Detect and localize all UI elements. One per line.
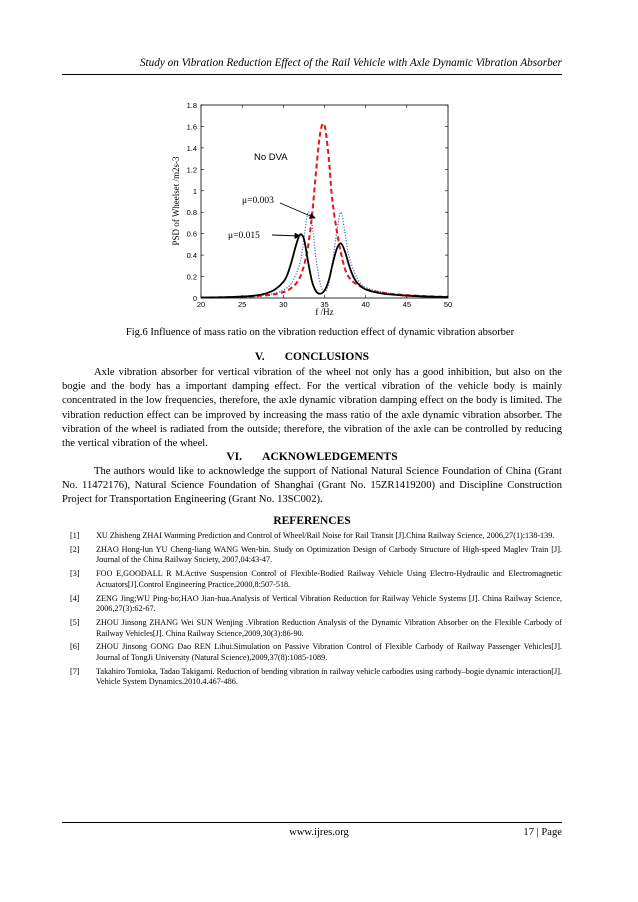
annotation-mu-0015: μ=0.015: [228, 231, 260, 241]
x-tick-label: 25: [237, 300, 247, 309]
y-tick-label: 0: [192, 294, 197, 303]
annotation-mu-0003: μ=0.003: [242, 196, 274, 206]
y-tick-label: 0.4: [186, 251, 197, 261]
header-rule: [62, 74, 562, 75]
series-line-mu_0003: [201, 212, 448, 298]
y-tick-label: 0.6: [186, 229, 197, 239]
acknowledgements-text: The authors would like to acknowledge the support of National Natural Science Foundation of China (Grant No. 11472176), Natural Science Foundation of Shanghai (Grant No. 15ZR1419200) and Discipline Construction Project for Transportation Engineering (Grant No. 13SC002).: [62, 466, 562, 506]
y-tick-label: 1.6: [186, 122, 197, 132]
series-line-mu_0015: [201, 234, 448, 297]
y-tick-label: 1: [192, 186, 197, 196]
y-tick-label: 1.8: [186, 101, 197, 110]
y-axis-label: PSD of Wheelset /m2s-3: [171, 156, 181, 246]
x-tick-label: 20: [196, 300, 206, 309]
x-tick-label: 35: [320, 300, 329, 309]
reference-item: [1] XU Zhisheng ZHAI Wanming Prediction and Control of Wheel/Rail Noise for Rail Transit [J].China Railway Science, 2006,27(1):138-139.: [70, 531, 555, 540]
y-tick-label: 0.8: [186, 208, 197, 218]
y-tick-label: 0.2: [186, 272, 197, 282]
arrow-mu-0003: [280, 203, 315, 218]
y-tick-label: 1.4: [186, 143, 197, 153]
x-tick-label: 40: [361, 300, 370, 309]
footer-rule: [62, 822, 562, 823]
conclusions-heading: V. CONCLUSIONS: [254, 351, 370, 363]
plot-frame: [201, 105, 448, 298]
reference-item: [5] ZHOU Jinsong ZHANG Wei SUN Wenjing .Vibration Reduction Analysis of the Dynamic Vibration Absorber on the Flexible Carbody of Railway Vehicles[J]. China Railway Science,2009,30(3):86-90.: [70, 617, 562, 638]
y-tick-label: 1.2: [186, 165, 197, 175]
reference-item: [3] FOO E,GOODALL R M.Active Suspension Control of Flexible-Bodied Railway Vehicle Using Electro-Hydraulic and Electromagnetic Actuators[J].Control Engineering Practice,2000,8:507-518.: [70, 569, 562, 589]
reference-item: [4] ZENG Jing;WU Ping-bo;HAO Jian-hua.Analysis of Vertical Vibration Reduction for Railway Vehicle Systems [J]. China Railway Science, 2006,27(3):62-67.: [70, 593, 562, 614]
references-heading: REFERENCES: [273, 515, 351, 527]
x-tick-label: 50: [443, 300, 453, 309]
annotation-no-dva: No DVA: [254, 152, 288, 163]
x-tick-label: 30: [279, 300, 288, 309]
running-header: Study on Vibration Reduction Effect of the Rail Vehicle with Axle Dynamic Vibration Absorber: [139, 57, 562, 69]
series-line-no_dva: [201, 124, 448, 298]
acknowledgements-heading: VI. ACKNOWLEDGEMENTS: [226, 451, 398, 463]
footer-url: www.ijres.org: [289, 827, 349, 838]
page-number: 17 | Page: [523, 827, 562, 838]
conclusions-text: Axle vibration absorber for vertical vibration of the wheel not only has a good inhibition, but also on the bogie and the body has a important damping effect. For the vertical vibration of the vehicle body is mainly concentrated in the low frequencies, therefore, the axle dynamic vibration damping effect on the body is limited. The vibration reduction effect can be improved by increasing the mass ratio of the axle dynamic vibration absorber. The vibration of the wheel is radiated from the outside; therefore, the vibration of the axle can be controlled by reducing the vertical vibration of the wheel.: [62, 367, 562, 450]
x-axis-label: f /Hz: [315, 307, 334, 317]
reference-item: [6] ZHOU Jinsong GONG Dao REN Lihui.Simulation on Passive Vibration Control of Flexible Carbody of Railway Passenger Vehicles[J]. Journal of TongJi University (Natural Science),2009,37(8):1085-1089.: [70, 642, 562, 662]
references-list: [62, 531, 562, 691]
reference-item: [7] Takahiro Tomioka, Tadao Takigami. Reduction of bending vibration in railway vehicle carbodies using carbody–bogie dynamic interaction[J]. Vehicle System Dynamics.2010.4.467-486.: [70, 666, 562, 687]
reference-item: [2] ZHAO Hong-lun YU Cheng-liang WANG Wen-bin. Study on Optimization Design of Carbody Structure of High-speed Maglev Train [J]. Journal of the China Railway Society, 2007,04:43-47.: [70, 544, 562, 565]
arrow-mu-0015: [272, 235, 300, 236]
x-tick-label: 45: [402, 300, 412, 309]
figure-caption: Fig.6 Influence of mass ratio on the vibration reduction effect of dynamic vibration absorber: [125, 327, 515, 338]
psd-chart: [160, 95, 480, 325]
